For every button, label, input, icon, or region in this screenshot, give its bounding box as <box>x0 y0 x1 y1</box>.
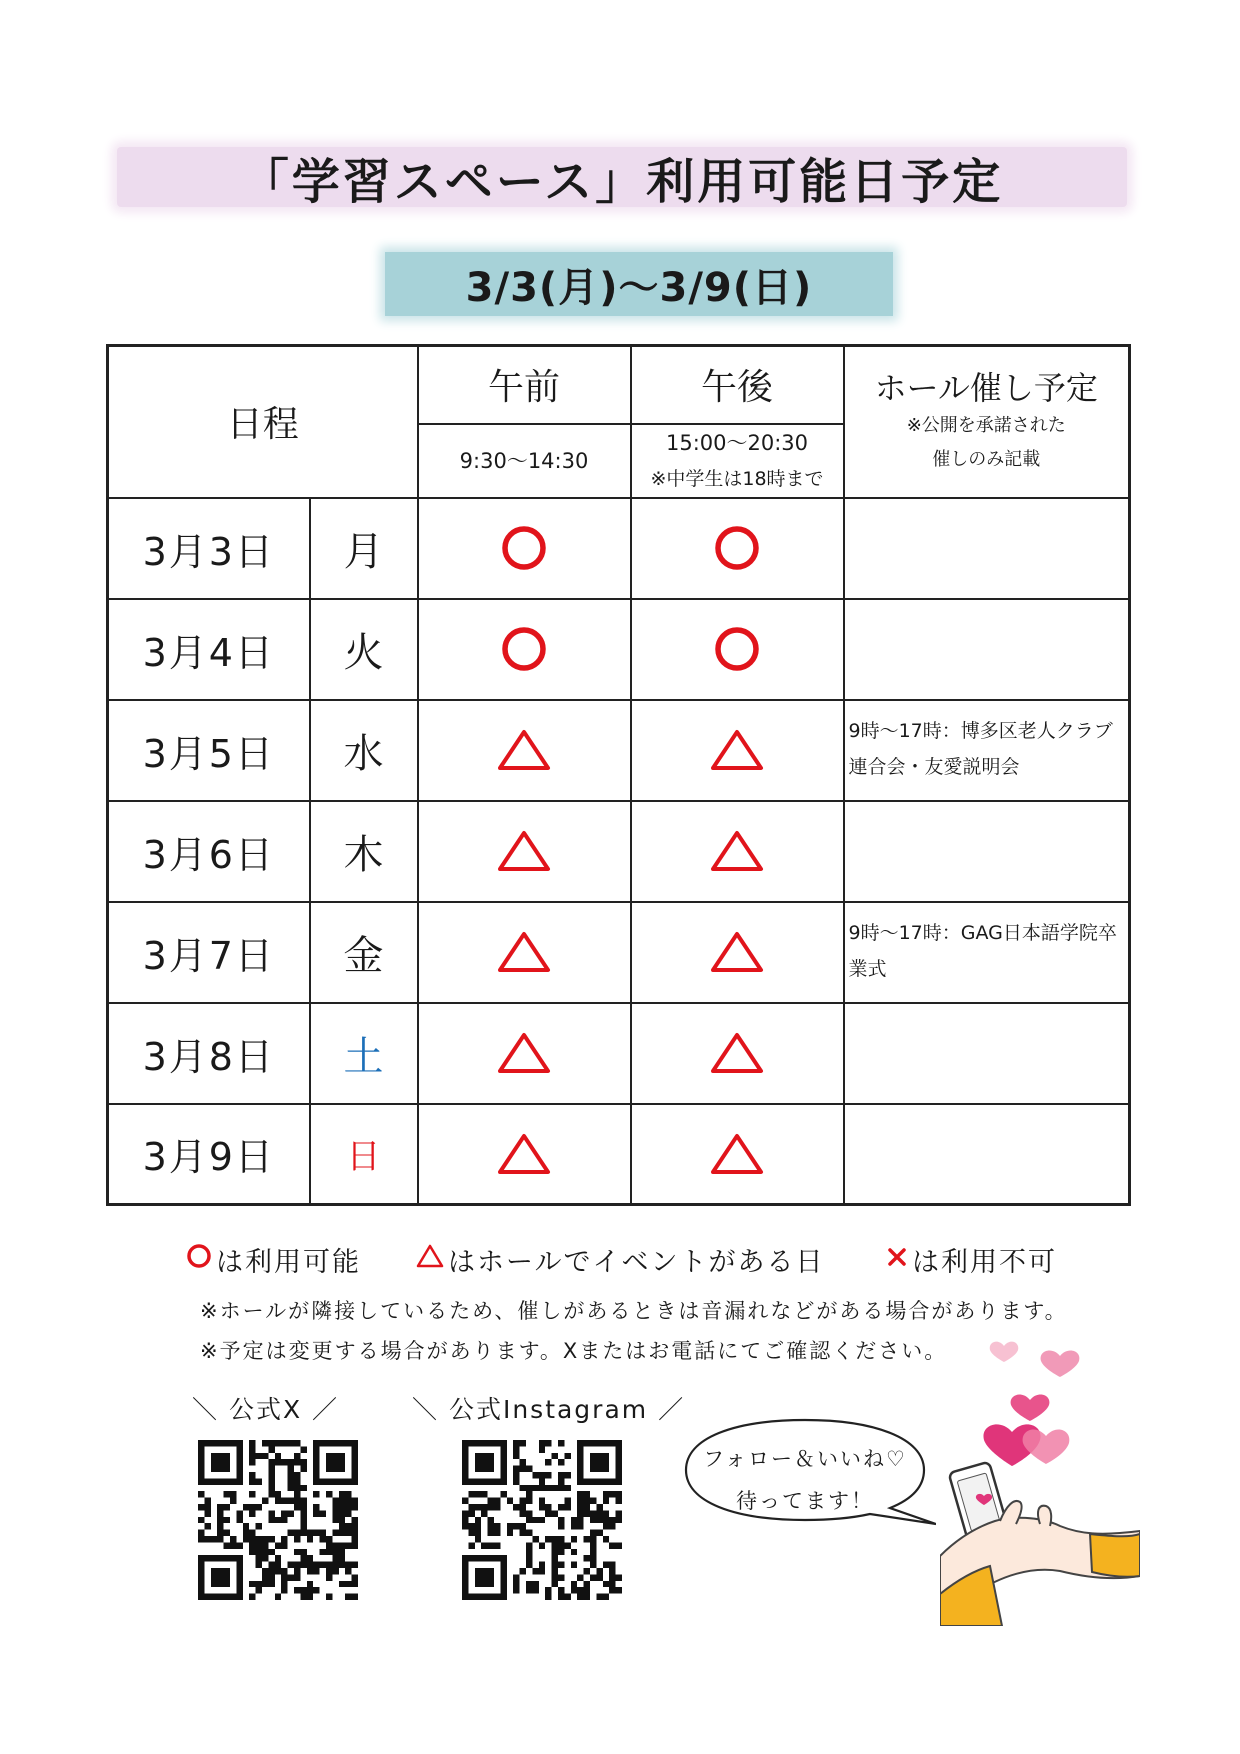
row-weekday: 木 <box>310 801 418 902</box>
legend-event-label: はホールでイベントがある日 <box>448 1247 825 1278</box>
schedule-table <box>106 344 1131 1206</box>
hall-event <box>844 498 1130 599</box>
heart-icon <box>983 1342 1079 1466</box>
row-date: 3月8日 <box>108 1003 310 1104</box>
hall-event <box>844 902 1130 1003</box>
legend <box>186 1240 1086 1284</box>
red-cross-icon <box>886 1244 908 1275</box>
row-weekday: 日 <box>310 1104 418 1205</box>
red-circle-icon <box>632 626 843 672</box>
phone-hearts-illustration <box>940 1326 1140 1626</box>
hall-header: ホール催し予定 <box>874 368 1098 407</box>
afternoon-status <box>631 1003 844 1104</box>
red-triangle-icon <box>632 1031 843 1075</box>
instagram-label: ＼ 公式Instagram ／ <box>412 1395 686 1424</box>
afternoon-status <box>631 700 844 801</box>
afternoon-status <box>631 902 844 1003</box>
bubble-line-1: フォロー＆いいね♡ <box>703 1447 907 1471</box>
hall-event <box>844 801 1130 902</box>
morning-status <box>418 902 631 1003</box>
schedule-row <box>108 1104 1130 1205</box>
red-triangle-icon <box>419 728 630 772</box>
hall-event-line-1: 9時〜17時：GAG日本語学院卒 <box>848 921 1117 944</box>
schedule-row <box>108 801 1130 902</box>
row-date: 3月5日 <box>108 700 310 801</box>
hall-event <box>844 700 1130 801</box>
row-date: 3月9日 <box>108 1104 310 1205</box>
red-triangle-icon <box>632 1132 843 1176</box>
red-triangle-icon <box>419 829 630 873</box>
red-triangle-icon <box>419 930 630 974</box>
instagram-qr-code[interactable] <box>462 1440 622 1600</box>
red-triangle-icon <box>419 1031 630 1075</box>
hall-event-line-1: 9時〜17時：博多区老人クラブ <box>848 719 1113 742</box>
afternoon-note: ※中学生は18時まで <box>650 467 824 490</box>
hall-note-line-2: 催しのみ記載 <box>932 448 1041 470</box>
red-circle-icon <box>186 1243 212 1276</box>
row-weekday: 月 <box>310 498 418 599</box>
row-date: 3月3日 <box>108 498 310 599</box>
red-triangle-icon <box>419 1132 630 1176</box>
morning-header: 午前 <box>418 346 631 424</box>
bubble-line-2: 待ってます！ <box>736 1489 874 1513</box>
x-qr-code[interactable] <box>198 1440 358 1600</box>
week-range: 3/3(月)〜3/9(日) <box>465 264 813 311</box>
hall-event <box>844 599 1130 700</box>
legend-available-label: は利用可能 <box>216 1247 361 1278</box>
title-banner <box>117 147 1127 210</box>
morning-status <box>418 1003 631 1104</box>
speech-bubble <box>674 1414 936 1534</box>
legend-unavailable <box>886 1240 1057 1279</box>
note-sound: ※ホールが隣接しているため、催しがあるときは音漏れなどがある場合があります。 <box>200 1299 1068 1323</box>
row-weekday: 水 <box>310 700 418 801</box>
legend-event <box>416 1240 824 1279</box>
red-circle-icon <box>632 525 843 571</box>
row-date: 3月7日 <box>108 902 310 1003</box>
afternoon-status <box>631 801 844 902</box>
morning-status <box>418 498 631 599</box>
red-circle-icon <box>419 525 630 571</box>
row-weekday: 土 <box>310 1003 418 1104</box>
red-circle-icon <box>419 626 630 672</box>
row-date: 3月6日 <box>108 801 310 902</box>
red-triangle-icon <box>632 829 843 873</box>
schedule-header: 日程 <box>108 346 418 498</box>
afternoon-header: 午後 <box>631 346 844 424</box>
row-weekday: 火 <box>310 599 418 700</box>
morning-status <box>418 599 631 700</box>
afternoon-status <box>631 599 844 700</box>
hall-note-line-1: ※公開を承諾された <box>906 414 1066 436</box>
red-triangle-icon <box>416 1243 444 1276</box>
row-weekday: 金 <box>310 902 418 1003</box>
schedule-row <box>108 498 1130 599</box>
hall-header-cell <box>844 346 1130 498</box>
morning-status <box>418 801 631 902</box>
legend-unavailable-label: は利用不可 <box>912 1247 1057 1278</box>
morning-time: 9:30〜14:30 <box>418 424 631 498</box>
afternoon-status <box>631 1104 844 1205</box>
schedule-row <box>108 599 1130 700</box>
afternoon-time: 15:00〜20:30 <box>665 430 809 455</box>
hall-event <box>844 1003 1130 1104</box>
morning-status <box>418 700 631 801</box>
afternoon-status <box>631 498 844 599</box>
page-title: 「学習スペース」利用可能日予定 <box>240 153 1004 210</box>
hall-event-line-2: 連合会・友愛説明会 <box>848 755 1020 778</box>
hall-event <box>844 1104 1130 1205</box>
schedule-row <box>108 700 1130 801</box>
red-triangle-icon <box>632 930 843 974</box>
note-schedule-change: ※予定は変更する場合があります。Xまたはお電話にてご確認ください。 <box>200 1339 948 1363</box>
hall-event-line-2: 業式 <box>848 957 887 980</box>
schedule-row <box>108 902 1130 1003</box>
x-label: ＼ 公式X ／ <box>192 1395 340 1424</box>
red-triangle-icon <box>632 728 843 772</box>
afternoon-time-cell <box>631 424 844 498</box>
row-date: 3月4日 <box>108 599 310 700</box>
legend-available <box>186 1240 361 1279</box>
week-banner <box>385 252 893 316</box>
morning-status <box>418 1104 631 1205</box>
schedule-row <box>108 1003 1130 1104</box>
